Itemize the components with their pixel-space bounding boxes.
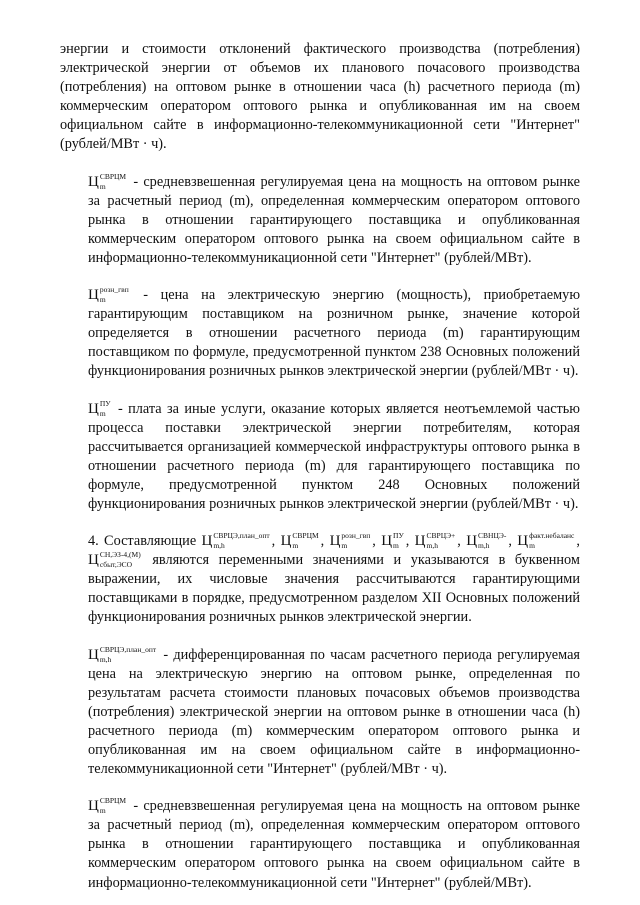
definition-text-tail: Основных положений функционирования розничных рынков электрической энергии (рублей/МВт · ч). (88, 344, 580, 380)
formula-symbol: Ц ПУ m (88, 398, 111, 418)
formula-symbol: Ц СВРЦЭ+ m,h (414, 531, 456, 551)
formula-symbol: Ц розн_гвп m (88, 285, 129, 305)
clause-lead: 4. Составляющие (88, 533, 197, 550)
paragraph-pu-definition (60, 400, 580, 515)
link-punkt-238[interactable]: пунктом 238 (364, 344, 442, 361)
paragraph-rozn-gvp-definition (60, 286, 580, 381)
definition-text: - цена на электрическую энергию (мощность), приобретаемую гарантирующим поставщиком на розничном рынке, значение которой определяется в отношении расчетного периода (m) гарантирующим поставщиком по формуле, предусмотренной (88, 287, 580, 361)
formula-symbol: Ц СВРЦМ m (280, 531, 319, 551)
definition-text: - дифференцированная по часам расчетного периода регулируемая цена на электрическую энергию на оптовом рынке, определенная по результатам расчета стоимости плановых почасовых объемов производства (потребления) электрической энергии на оптовом рынке в отношении часа (h) расчетного периода (m) коммерческим оператором оптового рынка и опубликованная им на своем официальном сайте в информационно-телекоммуникационной сети "Интернет" (рублей/МВт · ч). (88, 646, 580, 778)
definition-text: - средневзвешенная регулируемая цена на мощность на оптовом рынке за расчетный период (m), определенная коммерческим оператором оптового рынка в отношении гарантирующего поставщика и опубликованная коммерческим оператором оптового рынка на своем официальном сайте в информационно-телекоммуникационной сети "Интернет" (рублей/МВт). (88, 173, 580, 266)
formula-symbol: Ц СВРЦМ m (88, 796, 127, 816)
formula-symbol: Ц ПУ m (381, 531, 404, 551)
document-page (60, 40, 580, 893)
formula-symbol: Ц СВРЦЭ,план_опт m,h (201, 531, 270, 551)
definition-text: - средневзвешенная регулируемая цена на мощность на оптовом рынке за расчетный период (m), определенная коммерческим оператором оптового рынка в отношении гарантирующего поставщика и опубликованная коммерческим оператором оптового рынка на своем официальном сайте в информационно-телекоммуникационной сети "Интернет" (рублей/МВт). (88, 798, 580, 891)
clause-text: являются переменными значениями и указываются в буквенном выражении, их числовые значения рассчитываются гарантирующими поставщиками в порядке, предусмотренном (88, 552, 580, 607)
clause-text-tail: Основных положений функционирования розничных рынков электрической энергии. (88, 590, 580, 626)
link-punkt-248[interactable]: пунктом 248 (301, 476, 400, 493)
formula-symbol: Ц СВНЦЭ- m,h (466, 531, 507, 551)
formula-symbol: Ц СН,ЭЗ-4,(М) сбыт,ЭСО (88, 550, 141, 570)
formula-symbol: Ц СВРЦМ m (88, 171, 127, 191)
definition-text: - плата за иные услуги, оказание которых является неотъемлемой частью процесса поставки электрической энергии потребителям, которая рассчитывается организацией коммерческой инфраструктуры оптового рынка в отношении расчетного периода (m) для гарантирующего поставщика по формуле, предусмотренной (88, 400, 580, 493)
paragraph-1-text: энергии и стоимости отклонений фактического производства (потребления) электрической энергии от объемов их планового почасового производства (потребления) на оптовом рынке в отношении часа (h) расчетного периода (m) коммерческим оператором оптового рынка и опубликованная им на своем официальном сайте в информационно-телекоммуникационной сети "Интернет" (рублей/МВт · ч). (60, 41, 580, 153)
paragraph-4-components: 4. Составляющие Ц СВРЦЭ,план_опт m,h , Ц СВРЦМ m , Ц розн_гвп m , Ц ПУ m , Ц СВРЦЭ+ m,h , Ц СВНЦЭ- m,h , Ц факт.небаланс m , Ц СН,ЭЗ-4,(М) сбыт,ЭСО являются переменными значениями и указываются в буквенном выражении, их числовые значения рассчитываются гарантирующими поставщиками в порядке, предусмотренном разделом XII Основных положений функционирования розничных рынков электрической энергии. (88, 531, 580, 626)
paragraph-1 (60, 40, 580, 155)
paragraph-svrce-definition (60, 646, 580, 780)
formula-symbol: Ц СВРЦЭ,план_опт m,h (88, 644, 157, 664)
formula-symbol: Ц розн_гвп m (329, 531, 371, 551)
formula-symbol: Ц факт.небаланс m (517, 531, 575, 551)
link-razdel-xii[interactable]: разделом XII (361, 590, 442, 607)
paragraph-svrcm-definition-2 (60, 797, 580, 892)
definition-text-tail: Основных положений функционирования розничных рынков электрической энергии (рублей/МВт · ч). (88, 476, 580, 512)
paragraph-svrcm-definition (60, 173, 580, 268)
